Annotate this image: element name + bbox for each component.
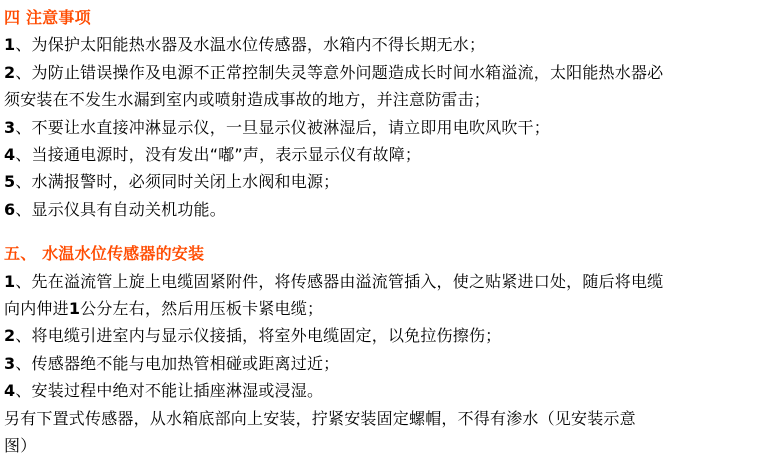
section-5-item-1 <box>4 268 752 295</box>
item-text: 向内伸进 <box>4 299 69 319</box>
section-5-item-1-continued <box>4 295 752 322</box>
section-4-item-5 <box>4 168 752 195</box>
document-page <box>4 4 752 460</box>
section-4-item-2-continued: 须安装在不发生水漏到室内或喷射造成事故的地方，并注意防雷击； <box>4 90 491 110</box>
item-number: 1 <box>4 35 16 55</box>
item-text: 、水满报警时，必须同时关闭上水阀和电源； <box>15 172 340 192</box>
section-5-item-2 <box>4 322 752 349</box>
item-text: 、显示仪具有自动关机功能。 <box>15 199 226 219</box>
inline-number: 1 <box>68 299 81 319</box>
section-spacer <box>4 223 752 240</box>
section-4-item-6 <box>4 196 752 223</box>
item-text: 公分左右，然后用压板卡紧电缆； <box>80 299 324 319</box>
section-5-heading: 五、 水温水位传感器的安装 <box>4 244 205 264</box>
item-text: 、当接通电源时，没有发出“嘟”声，表示显示仪有故障； <box>15 145 422 165</box>
item-number: 1 <box>4 271 16 291</box>
item-text: 、先在溢流管上旋上电缆固紧附件，将传感器由溢流管插入，使之贴紧进口处，随后将电缆 <box>15 271 664 291</box>
section-4-item-1 <box>4 31 752 58</box>
item-number: 5 <box>4 172 16 192</box>
section-5-item-3 <box>4 350 752 377</box>
section-5-note: 另有下置式传感器，从水箱底部向上安装，拧紧安装固定螺帽，不得有渗水（见安装示意 <box>4 408 636 428</box>
section-5-item-4 <box>4 377 752 404</box>
item-text: 、传感器绝不能与电加热管相碰或距离过近； <box>15 353 340 373</box>
item-number: 2 <box>4 62 16 82</box>
section-4-item-3 <box>4 114 752 141</box>
item-number: 3 <box>4 353 16 373</box>
item-text: 、为保护太阳能热水器及水温水位传感器，水箱内不得长期无水； <box>15 35 486 55</box>
item-number: 4 <box>4 145 16 165</box>
item-text: 、不要让水直接冲淋显示仪，一旦显示仪被淋湿后，请立即用电吹风吹干； <box>15 117 550 137</box>
section-5-note-continued: 图） <box>4 436 37 456</box>
item-text: 、将电缆引进室内与显示仪接插，将室外电缆固定，以免拉伤擦伤； <box>15 326 502 346</box>
item-text: 、为防止错误操作及电源不正常控制失灵等意外问题造成长时间水箱溢流，太阳能热水器必 <box>15 62 664 82</box>
item-number: 4 <box>4 381 16 401</box>
item-text: 、安装过程中绝对不能让插座淋湿或浸湿。 <box>15 381 324 401</box>
section-4-item-2 <box>4 59 752 86</box>
section-4-item-4 <box>4 141 752 168</box>
item-number: 3 <box>4 117 16 137</box>
item-number: 2 <box>4 326 16 346</box>
section-4-heading: 四 注意事项 <box>4 8 91 27</box>
item-number: 6 <box>4 199 16 219</box>
